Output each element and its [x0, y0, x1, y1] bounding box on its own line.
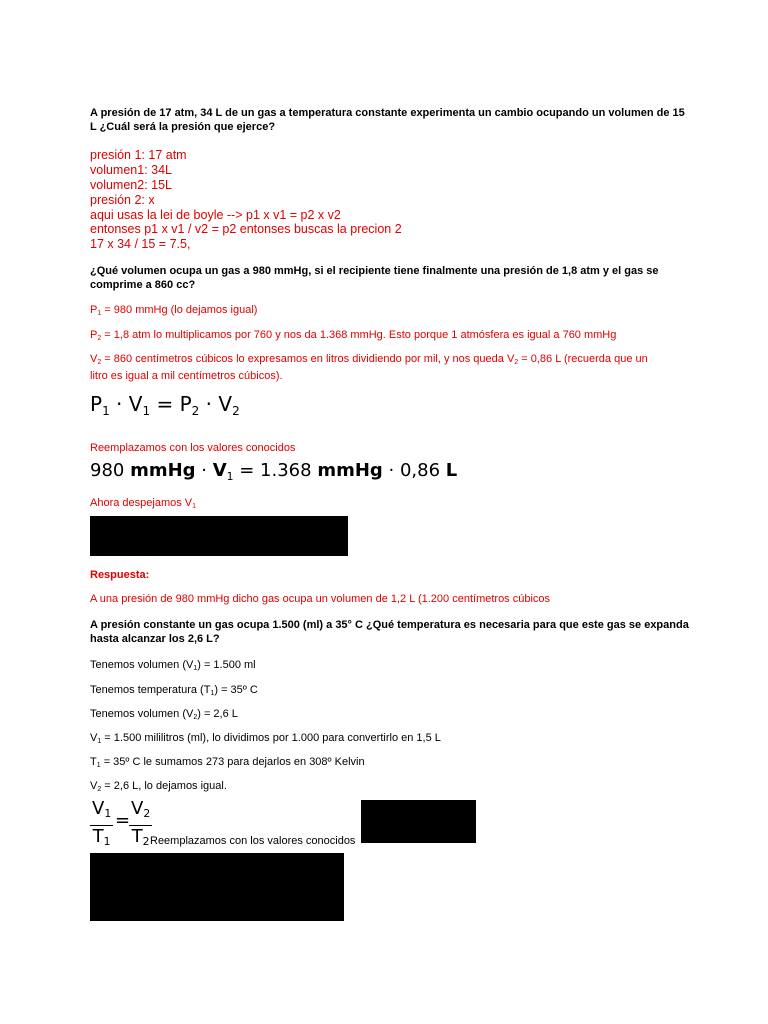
substituted-equation: 980 mmHg · $V_1 = 1.368$ mmHg · 0,86 L — [90, 460, 458, 483]
problem1-line: volumen2: 15L — [90, 178, 173, 192]
problem1-line: 17 x 34 / 15 = 7.5, — [90, 237, 191, 251]
boyle-formula: $P_1 \cdot V_1 = P_2 \cdot V_2$ — [90, 392, 240, 419]
p2-line: $P_2 = 1,8$ atm lo multiplicamos por 760 y nos da 1.368 mmHg. Esto porque 1 atmósfera es igual a 760 mmHg — [90, 329, 617, 342]
replace-label: Reemplazamos con los valores conocidos — [90, 442, 296, 454]
fraction-v2-t2: $\frac{V_2}{T_2}$ — [131, 798, 151, 849]
problem3-question: A presión constante un gas ocupa 1.500 (ml) a 35° C ¿Qué temperatura es necesaria para que este gas se expanda hasta alcanzar los 2,6 L? — [90, 619, 689, 645]
problem1-line: presión 1: 17 atm — [90, 148, 187, 162]
problem1-question: A presión de 17 atm, 34 L de un gas a temperatura constante experimenta un cambio ocupando un volumen de 15 L ¿Cuál será la presión que ejerce? — [90, 107, 685, 133]
redacted-block — [90, 853, 344, 921]
problem1-line: entonses p1 x v1 / v2 = p2 entonses buscas la precion 2 — [90, 222, 402, 236]
p1-line: $P_1 = 980$ mmHg (lo dejamos igual) — [90, 304, 258, 317]
step-line: $V_1 = 1.500$ mililitros (ml), lo dividimos por 1.000 para convertirlo en 1,5 L — [90, 732, 441, 745]
problem1-line: volumen1: 34L — [90, 163, 173, 177]
given-line: Tenemos volumen $(V_1) = 1.500$ ml — [90, 659, 256, 672]
problem2-question: ¿Qué volumen ocupa un gas a 980 mmHg, si el recipiente tiene finalmente una presión de 1,8 atm y el gas se comprime a 860 cc? — [90, 265, 659, 291]
solve-label: Ahora despejamos $V_1$ — [90, 497, 197, 510]
step-line: $V_2 = 2,6$ L, lo dejamos igual. — [90, 780, 227, 793]
redacted-block — [361, 800, 476, 843]
fraction-equals: = — [115, 810, 131, 831]
answer-heading: Respuesta: — [90, 569, 150, 581]
answer-text: A una presión de 980 mmHg dicho gas ocupa un volumen de 1,2 L (1.200 centímetros cúbicos — [90, 593, 551, 605]
step-line: $T_1$ = 35º C le sumamos 273 para dejarlos en 308º Kelvin — [90, 756, 365, 769]
redacted-block — [90, 516, 348, 556]
problem1-line: aqui usas la lei de boyle --> p1 x v1 = p2 x v2 — [90, 208, 341, 222]
fraction-v1-t1: $\frac{V_1}{T_1}$ — [92, 798, 112, 849]
replace-label-2: Reemplazamos con los valores conocidos — [150, 835, 356, 847]
v2-line: $V_2 = 860$ centímetros cúbicos lo expresamos en litros dividiendo por mil, y nos queda $V_2 = 0,86$ L (recuerda que un — [90, 353, 648, 366]
given-line: Tenemos volumen $(V_2) = 2,6$ L — [90, 708, 238, 721]
given-line: Tenemos temperatura $(T_1)$ = 35º C — [90, 684, 258, 697]
v2-line-continued: litro es igual a mil centímetros cúbicos). — [90, 370, 283, 382]
problem1-line: presión 2: x — [90, 193, 155, 207]
